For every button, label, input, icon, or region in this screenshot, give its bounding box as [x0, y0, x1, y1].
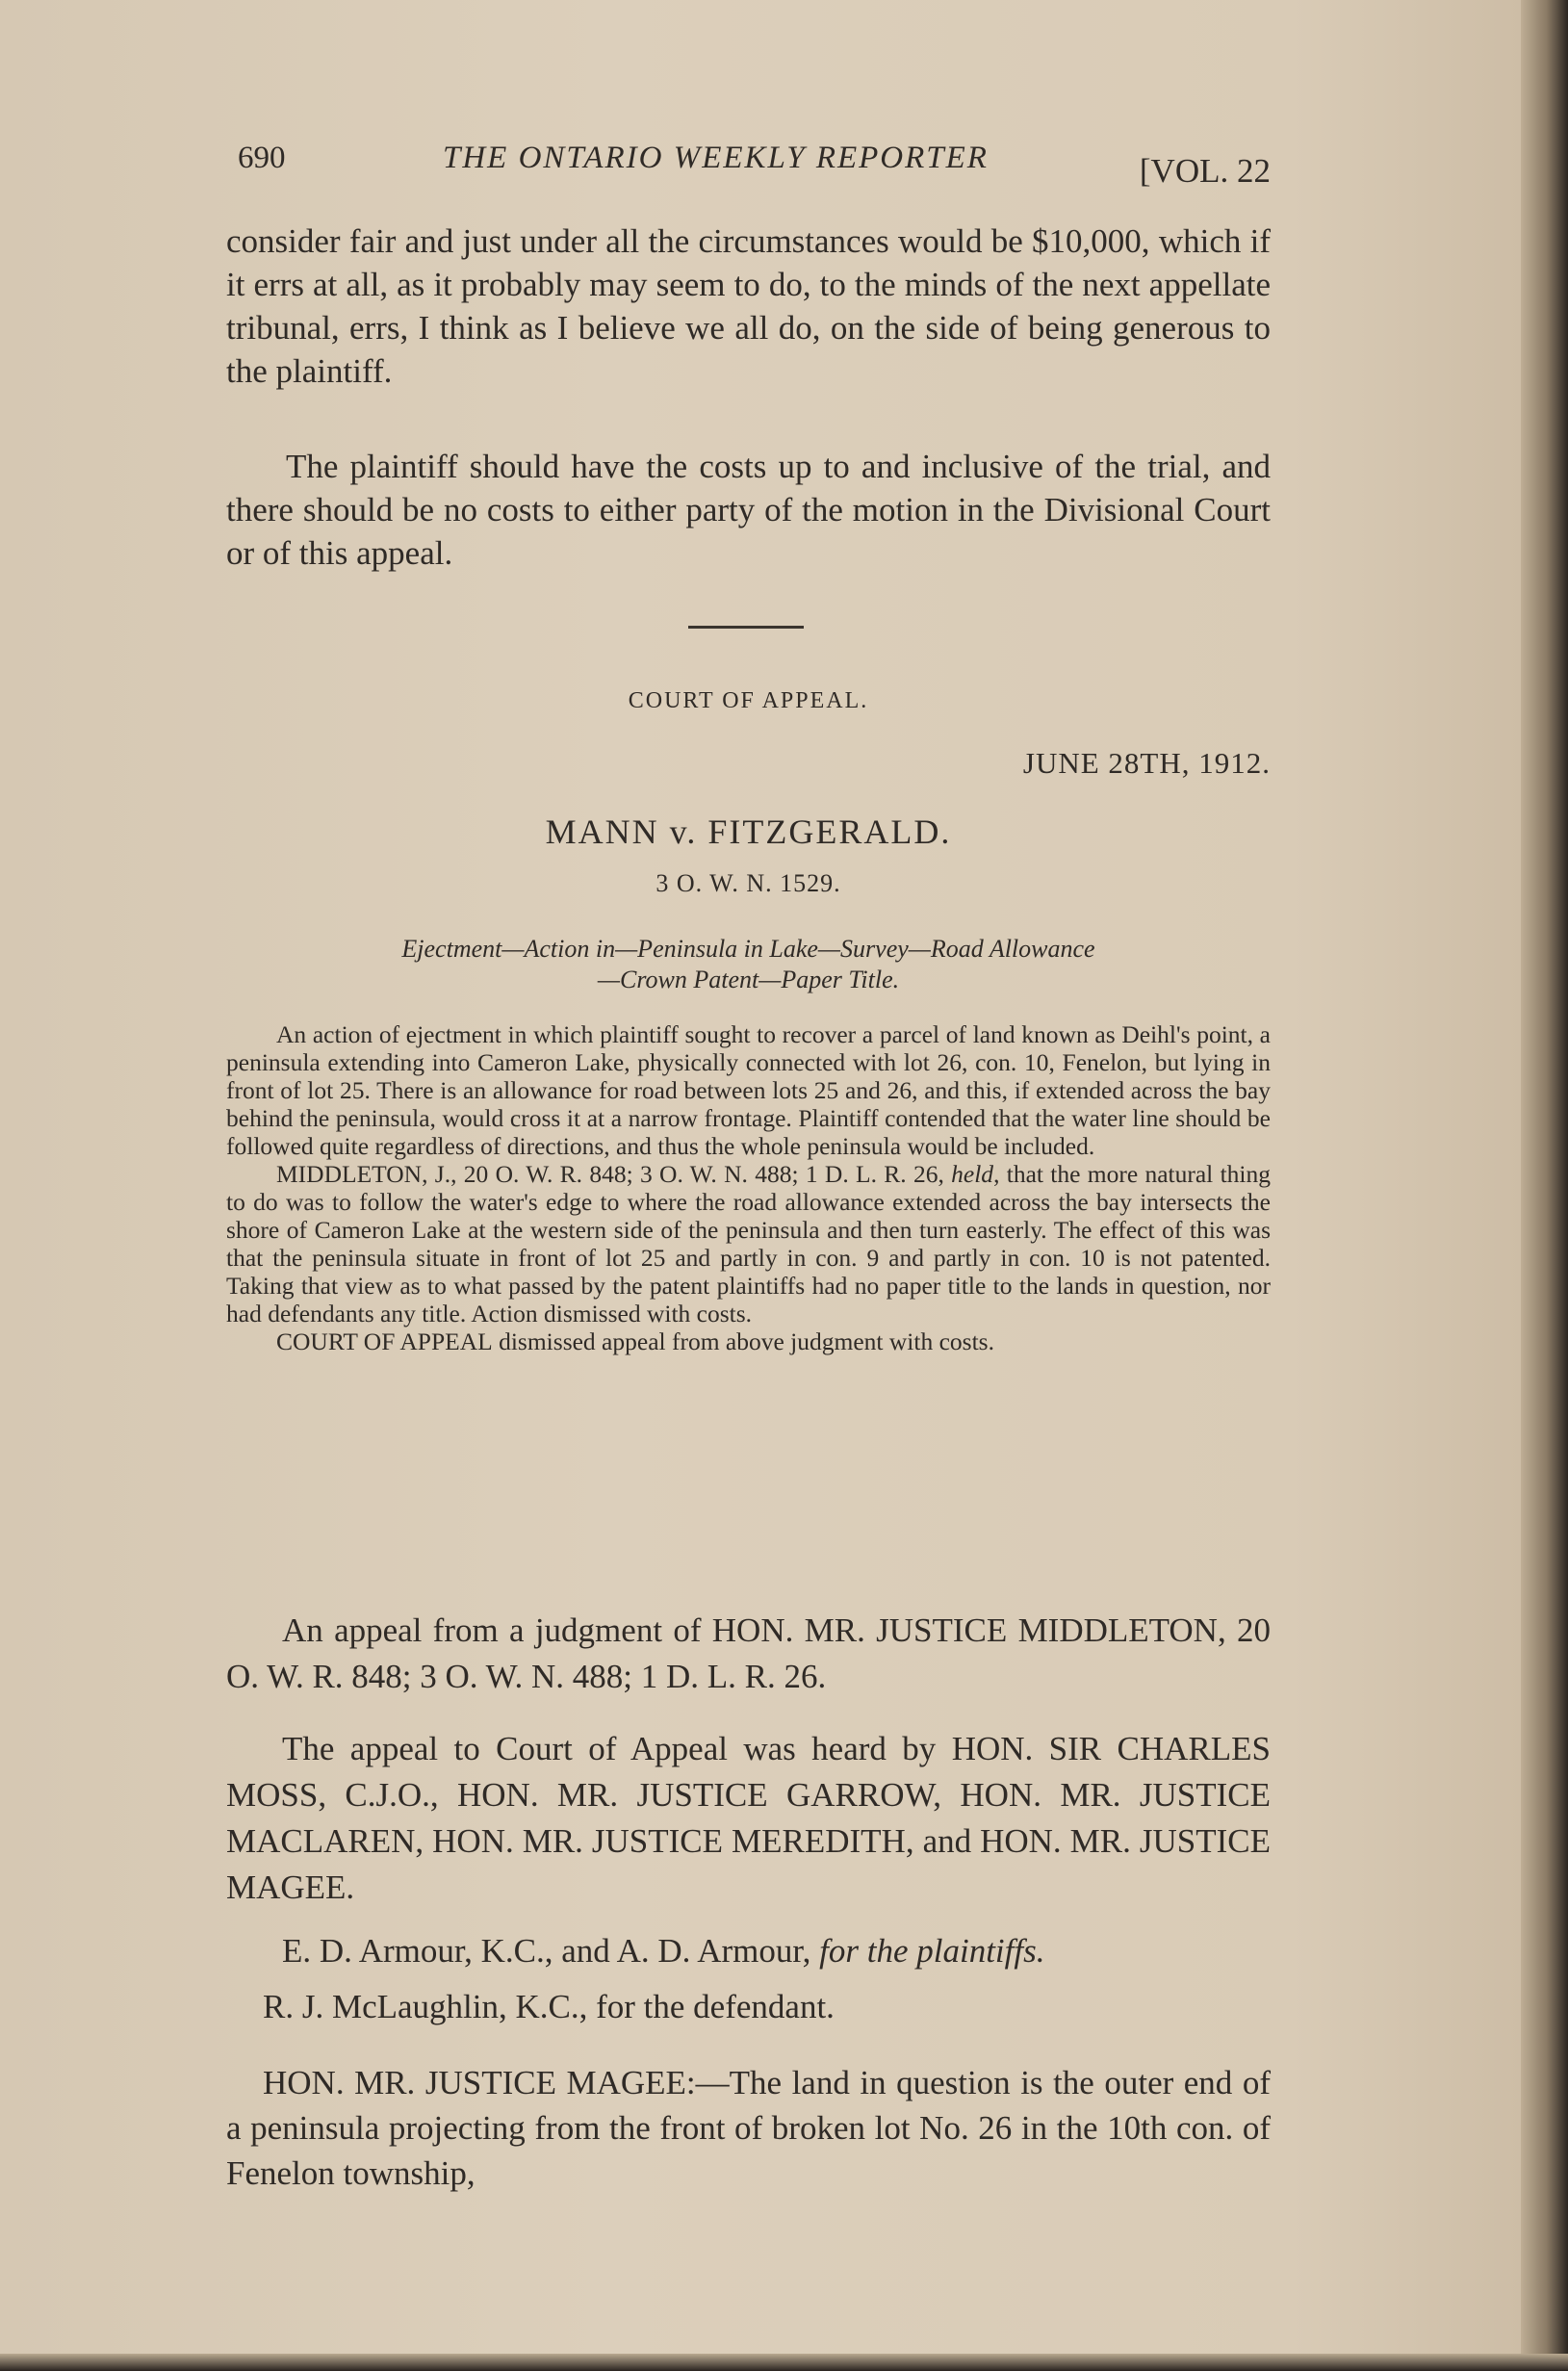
paragraph-costs: The plaintiff should have the costs up to and inclusive of the trial, and there should be no costs to either party of the motion in the Divisional Court or of this appeal.	[226, 448, 1271, 572]
trial-citation: , 20 O. W. R. 848; 3 O. W. N. 488; 1 D. L. R. 26,	[450, 1160, 944, 1188]
volume-label: [VOL. 22	[1139, 152, 1271, 190]
headnote-appeal	[226, 1327, 1271, 1355]
appeal-court: COURT OF APPEAL	[276, 1327, 493, 1355]
page-number: 690	[238, 141, 286, 175]
paragraph-heard-by: The appeal to Court of Appeal was heard by HON. SIR CHARLES MOSS, C.J.O., HON. MR. JUSTICE GARROW, HON. MR. JUSTICE MACLAREN, HON. MR. JUSTICE MEREDITH, and HON. MR. JUSTICE MAGEE.	[226, 1730, 1271, 1906]
running-title: THE ONTARIO WEEKLY REPORTER	[443, 141, 989, 175]
headnote-trial	[226, 1160, 1271, 1327]
case-citation: 3 O. W. N. 1529.	[655, 869, 841, 897]
counsel-plaintiffs-role: for the plaintiffs.	[819, 1932, 1045, 1970]
section-divider	[688, 626, 804, 629]
counsel-defendant	[263, 1984, 1271, 2030]
appeal-result: dismissed appeal from above judgment with costs.	[499, 1327, 994, 1355]
book-spine	[1521, 0, 1568, 2371]
headnote-facts: An action of ejectment in which plaintiff sought to recover a parcel of land known as Deihl's point, a peninsula extending into Cameron Lake, physically connected with lot 26, con. 10, Fenelon, but lying in front of lot 25. There is an allowance for road between lots 25 and 26, and this, if extended across the bay behind the peninsula, would cross it at a narrow frontage. Plaintiff contended that the water line should be followed quite regardless of directions, and thus the whole peninsula would be included.	[226, 1020, 1271, 1160]
court-name: COURT OF APPEAL.	[628, 688, 869, 713]
counsel-defendant-role: for the defendant.	[596, 1988, 835, 2025]
page-bottom-edge	[0, 2354, 1568, 2371]
paragraph-judgment	[226, 2060, 1271, 2196]
counsel-plaintiffs	[282, 1928, 1271, 1974]
headnote	[226, 1020, 1271, 1355]
case-title: MANN v. FITZGERALD.	[545, 812, 952, 851]
judgment-judge: HON. MR. JUSTICE MAGEE	[263, 2064, 686, 2101]
counsel-plaintiffs-names: E. D. Armour, K.C., and A. D. Armour,	[282, 1932, 811, 1970]
paragraph-continuation: consider fair and just under all the circumstances would be $10,000, which if it errs at all, as it probably may seem to do, to the minds of the next appellate tribunal, errs, I think as I believe we all do, on the side of being generous to the plaintiff.	[226, 222, 1271, 390]
counsel-defendant-names: R. J. McLaughlin, K.C.,	[263, 1988, 588, 2025]
judgment-date: JUNE 28TH, 1912.	[1022, 746, 1271, 780]
held-word: held	[951, 1160, 994, 1188]
paragraph-appeal-from: An appeal from a judgment of HON. MR. JUSTICE MIDDLETON, 20 O. W. R. 848; 3 O. W. N. 488; 1 D. L. R. 26.	[226, 1611, 1271, 1695]
catchwords-line-2: —Crown Patent—Paper Title.	[597, 966, 900, 993]
running-header	[226, 135, 1271, 193]
judgment-text: :—The land in question is the outer end of a peninsula projecting from the front of broken lot No. 26 in the 10th con. of Fenelon township,	[226, 2064, 1271, 2192]
trial-judge: MIDDLETON, J.	[276, 1160, 451, 1188]
catchwords	[226, 934, 1271, 995]
catchwords-line-1: Ejectment—Action in—Peninsula in Lake—Survey—Road Allowance	[401, 935, 1095, 963]
trial-holding: , that the more natural thing to do was to follow the water's edge to where the road allowance extended across the bay intersects the shore of Cameron Lake at the western side of the peninsula and then turn easterly. The effect of this was that the peninsula situate in front of lot 25 and partly in con. 9 and partly in con. 10 is not patented. Taking that view as to what passed by the patent plaintiffs had no paper title to the lands in question, nor had defendants any title. Action dismissed with costs.	[226, 1160, 1271, 1327]
